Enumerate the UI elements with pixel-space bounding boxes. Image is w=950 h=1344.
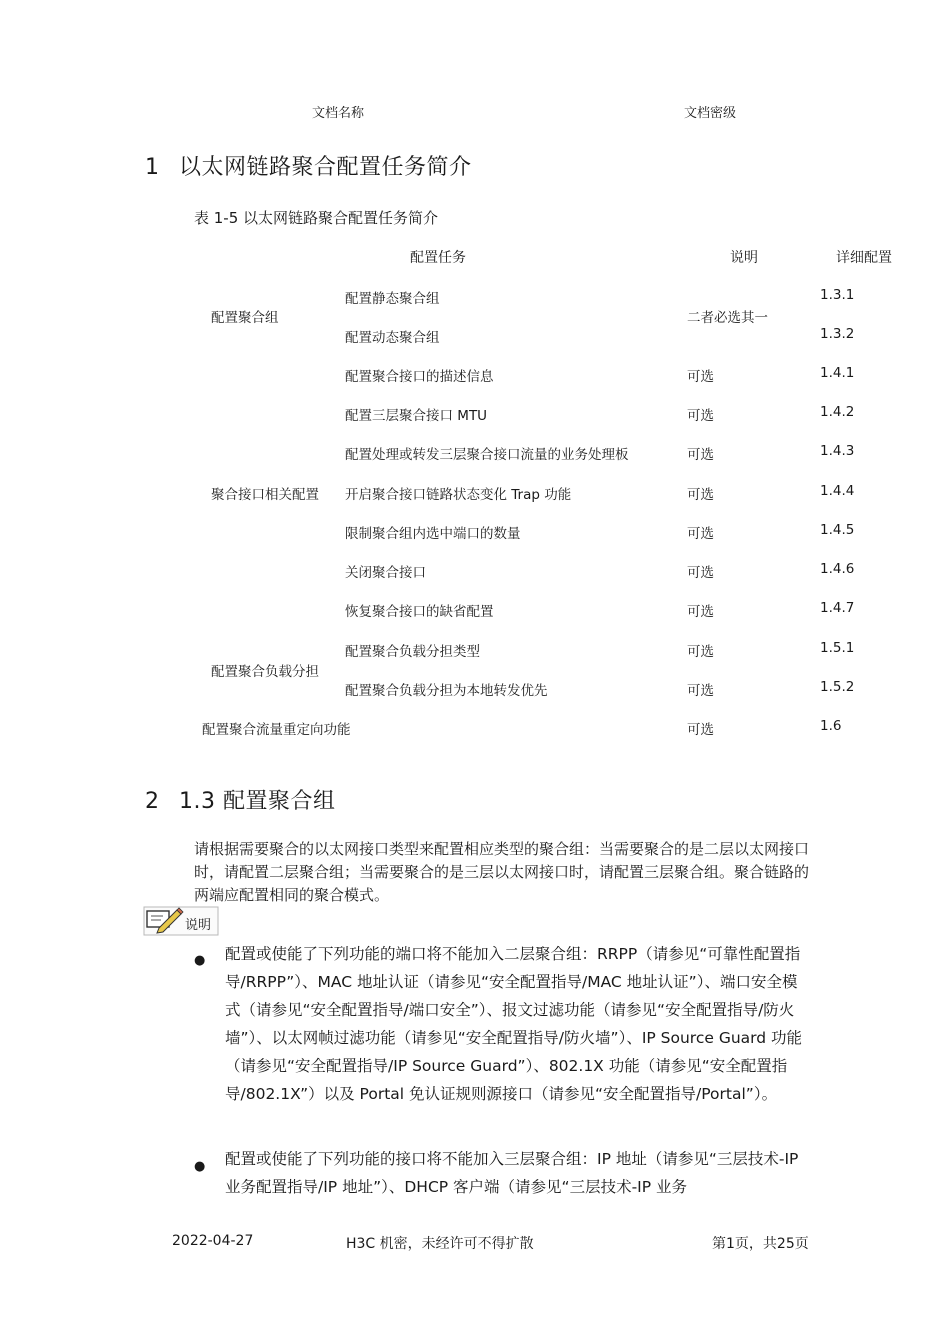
table-row-task: 配置聚合负载分担为本地转发优先	[345, 683, 548, 699]
table-row-ref: 1.4.7	[820, 600, 855, 616]
table-row-ref: 1.4.3	[820, 443, 855, 459]
header-doc-level: 文档密级	[684, 106, 737, 121]
table-row-ref: 1.5.2	[820, 679, 855, 695]
table-row-note: 可选	[687, 487, 714, 503]
table-row-note: 可选	[687, 644, 714, 660]
table-row-ref: 1.4.4	[820, 483, 855, 499]
table-row-ref: 1.3.2	[820, 326, 855, 342]
section-1-title: 以太网链路聚合配置任务简介	[179, 155, 472, 180]
note-label: 说明	[185, 918, 212, 933]
table-row-task: 配置动态聚合组	[345, 330, 440, 346]
table-row-task: 限制聚合组内选中端口的数量	[345, 526, 521, 542]
note-icon	[143, 906, 219, 936]
table-row-task: 关闭聚合接口	[345, 565, 426, 581]
table-group-label: 配置聚合组	[211, 310, 279, 326]
table-row-ref: 1.4.6	[820, 561, 855, 577]
table-row-task: 配置聚合接口的描述信息	[345, 369, 494, 385]
bullet-dot: ●	[194, 1159, 206, 1174]
body-paragraph: 请根据需要聚合的以太网接口类型来配置相应类型的聚合组：当需要聚合的是二层以太网接口时，请配置二层聚合组；当需要聚合的是三层以太网接口时，请配置三层聚合组。聚合链路的两端应配置相同的聚合模式。	[194, 840, 810, 904]
section-1-number: 1	[145, 155, 160, 180]
section-2-heading	[145, 784, 335, 815]
table-caption: 表 1-5 以太网链路聚合配置任务简介	[194, 209, 439, 227]
table-row-ref: 1.4.5	[820, 522, 855, 538]
table-row-note: 可选	[687, 526, 714, 542]
table-row-note: 可选	[687, 604, 714, 620]
table-row-task: 配置聚合负载分担类型	[345, 644, 480, 660]
table-row-ref: 1.4.2	[820, 404, 855, 420]
section-1-heading	[145, 150, 472, 181]
table-header-ref: 详细配置	[836, 250, 892, 266]
table-row-note: 可选	[687, 369, 714, 385]
footer-date: 2022-04-27	[172, 1233, 254, 1249]
table-header-task: 配置任务	[410, 250, 466, 266]
table-header-note: 说明	[730, 250, 758, 266]
table-row-ref: 1.4.1	[820, 365, 855, 381]
section-2-number: 2	[145, 789, 160, 814]
bullet-dot: ●	[194, 953, 206, 968]
table-row-note: 可选	[687, 565, 714, 581]
table-row-task: 恢复聚合接口的缺省配置	[345, 604, 494, 620]
table-row-task: 配置三层聚合接口 MTU	[345, 408, 488, 424]
table-row-note: 可选	[687, 683, 714, 699]
footer-page: 第1页，共25页	[712, 1236, 809, 1252]
table-row-task: 开启聚合接口链路状态变化 Trap 功能	[345, 487, 572, 503]
footer-confidential: H3C 机密，未经许可不得扩散	[346, 1236, 534, 1252]
table-row-note: 可选	[687, 447, 714, 463]
table-row-task: 配置静态聚合组	[345, 291, 440, 307]
section-2-title: 1.3 配置聚合组	[179, 789, 336, 814]
table-group-label: 配置聚合负载分担	[211, 664, 319, 680]
bullet-item: 配置或使能了下列功能的接口将不能加入三层聚合组：IP 地址（请参见“三层技术-IP 业务配置指导/IP 地址”）、DHCP 客户端（请参见“三层技术-IP 业务	[225, 1150, 799, 1196]
header-doc-name: 文档名称	[312, 106, 365, 121]
table-row-ref: 1.3.1	[820, 287, 855, 303]
table-row-ref: 1.6	[820, 718, 842, 734]
table-row-note: 可选	[687, 722, 714, 738]
table-row-ref: 1.5.1	[820, 640, 855, 656]
table-group-label: 配置聚合流量重定向功能	[202, 722, 351, 738]
table-group-label: 聚合接口相关配置	[211, 487, 319, 503]
table-row-note: 二者必选其一	[687, 310, 768, 326]
table-row-note: 可选	[687, 408, 714, 424]
table-row-task: 配置处理或转发三层聚合接口流量的业务处理板	[345, 447, 629, 463]
bullet-item: 配置或使能了下列功能的端口将不能加入二层聚合组：RRPP（请参见“可靠性配置指导/RRPP”）、MAC 地址认证（请参见“安全配置指导/MAC 地址认证”）、端口安全模式（请参见“安全配置指导/端口安全”）、报文过滤功能（请参见“安全配置指导/防火墙”）、以太网帧过滤功能（请参见“安全配置指导/防火墙”）、IP Source Guard 功能（请参见“安全配置指导/IP Source Guard”）、802.1X 功能（请参见“安全配置指导/802.1X”）以及 Portal 免认证规则源接口（请参见“安全配置指导/Portal”）。	[225, 945, 803, 1103]
